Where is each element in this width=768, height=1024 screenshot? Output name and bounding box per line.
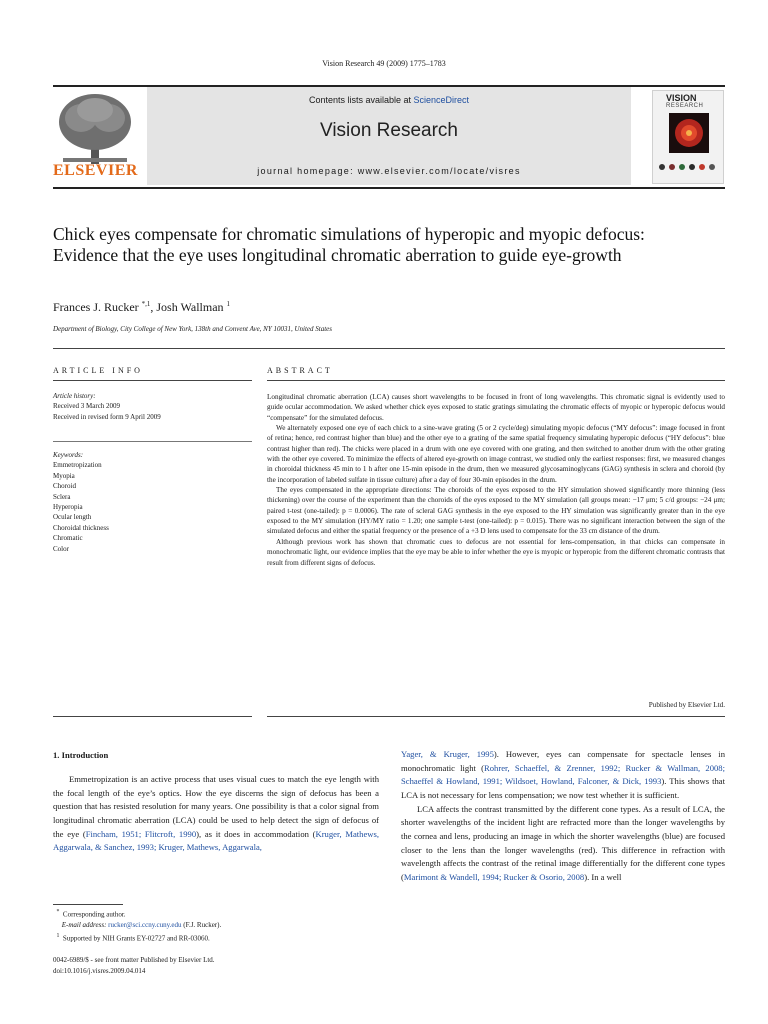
right-paragraph-2 bbox=[401, 803, 725, 885]
keyword-item: Color bbox=[53, 544, 69, 553]
intro-paragraph-1 bbox=[53, 773, 379, 855]
body-text: ). In a well bbox=[584, 871, 622, 882]
abstract-paragraph-2: We alternately exposed one eye of each chick to a sine-wave grating (5 or 2 cycle/deg) simulating myopic defocus (“MY defocus”: image focused in front of retina; hence, red contrast higher than blue) and the other eye to a grating of the same spatial frequency simulating hyperopic defocus (“HY defocus”: blue contrast higher than red). The chicks were placed in a drum with one eye covered with one grating, and then switched to another drum with the other grating with the other eye covered. To minimize the effects of altered eye-growth on image contrast, we studied only the earliest responses: first, we measured changes in choroidal thickness 45 min to 1 h after one 15-min episode in the drum, then we measured glycosaminoglycans (GAG) synthesis in sclera and choroid (by the incorporation of labeled sulfate in tissue culture) after a day of four 30-min episodes in the drum. bbox=[267, 424, 725, 484]
intro-text: Emmetropization is an active process that uses visual cues to match the eye length with the focal length of the eye’s optics. How the eye discerns the sign of defocus has been a question that has resisted resolution for many years. One possibility is that a color signal from longitudinal chromatic aberration (LCA) could be used to help detect the sign of defocus of the eye ( bbox=[53, 774, 379, 839]
abstract-paragraph-3: The eyes compensated in the appropriate directions: The choroids of the eyes exposed to the HY simulation showed significantly more thinning (less thickening) over the course of the experiment than the choroids of the eyes exposed to the MY simulation (all groups mean: −17 μm; 5 c/d groups: −24 μm; paired t-test (one-tailed): p = 0.0006). The rate of scleral GAG synthesis in the eye exposed to the HY simulation was significantly greater than in the eye exposed to the MY simulation (HY/MY ratio = 1.20; one sample t-test (one-tailed): p = 0.015). There was no significant interaction between the sign of the simulated defocus and either the spatial frequency or the presence of a +3 D lens used to compensate for the 33 cm distance of the drum. bbox=[267, 486, 725, 536]
cover-image bbox=[669, 113, 709, 153]
article-info-divider bbox=[53, 441, 252, 442]
footnote-corresponding bbox=[53, 907, 379, 920]
footnote-funding bbox=[53, 931, 379, 944]
cover-thumbnails bbox=[654, 163, 722, 171]
elsevier-wordmark: ELSEVIER bbox=[53, 162, 138, 179]
abstract-bottom-rule bbox=[267, 716, 725, 717]
email-suffix: (F.J. Rucker). bbox=[181, 921, 222, 930]
revised-date: Received in revised form 9 April 2009 bbox=[53, 412, 161, 421]
email-link[interactable]: rucker@sci.ccny.cuny.edu bbox=[108, 921, 182, 930]
cover-subtitle: RESEARCH bbox=[666, 103, 704, 109]
body-text: LCA affects the contrast transmitted by the different cone types. As a result of LCA, the shorter wavelengths of the incident light are refracted more than the longer wavelengths by the cornea and lens, producing an image in which the shorter wavelengths (blue) are focused closer to the lens than the longer wavelengths (red). This difference in refraction with wavelength affects the contrast of the retinal image differentially for the different cone types ( bbox=[401, 803, 725, 882]
footnote-mark: 1 bbox=[56, 933, 60, 940]
body-left-column bbox=[53, 773, 379, 855]
cover-title: VISION bbox=[666, 93, 697, 103]
citation-link[interactable]: Yager, & Kruger, 1995 bbox=[401, 749, 494, 759]
doi-line[interactable]: doi:10.1016/j.visres.2009.04.014 bbox=[53, 967, 146, 975]
sciencedirect-link[interactable]: ScienceDirect bbox=[413, 95, 470, 105]
abstract-paragraph-4: Although previous work has shown that chromatic cues to defocus are not essential for lens-compensation, in that chicks can compensate in monochromatic light, our evidence implies that the eye may be able to infer whether the eye is myopic or hyperopic from the different chromatic contrasts that result from different signs of defocus. bbox=[267, 537, 725, 567]
keyword-item: Ocular length bbox=[53, 513, 92, 522]
author-wallman: Josh Wallman bbox=[156, 300, 224, 314]
affiliation: Department of Biology, City College of New York, 138th and Convent Ave, NY 10031, United States bbox=[53, 325, 333, 333]
keyword-item: Chromatic bbox=[53, 534, 83, 543]
right-paragraph-1 bbox=[401, 748, 725, 803]
intro-text: ), as it does in accommodation ( bbox=[196, 828, 316, 839]
body-right-column bbox=[401, 748, 725, 885]
article-info-rule bbox=[53, 380, 252, 381]
masthead-rule bbox=[53, 187, 725, 189]
footnote-text: Supported by NIH Grants EY-02727 and RR-03060. bbox=[62, 934, 210, 943]
author2-marks: 1 bbox=[226, 300, 231, 308]
abstract-paragraph-1: Longitudinal chromatic aberration (LCA) causes short wavelengths to be focused in front of long wavelengths. This chromatic signal is evidently used to guide ocular accommodation. We asked whether chick eyes exposed to static gratings simulating the chromatic effects of myopic or hyperopic defocus would “compensate” for the simulated defocus. bbox=[267, 393, 725, 422]
publisher-note: Published by Elsevier Ltd. bbox=[648, 701, 725, 709]
section-heading-introduction: 1. Introduction bbox=[53, 750, 109, 760]
homepage-url[interactable]: www.elsevier.com/locate/visres bbox=[357, 166, 521, 176]
journal-homepage bbox=[147, 166, 631, 176]
journal-title: Vision Research bbox=[319, 120, 458, 141]
article-info-bottom-rule bbox=[53, 716, 252, 717]
keyword-item: Hyperopia bbox=[53, 503, 83, 512]
email-label: E-mail address: bbox=[61, 921, 109, 930]
abstract-rule bbox=[267, 380, 725, 381]
journal-reference: Vision Research 49 (2009) 1775–1783 bbox=[322, 59, 446, 68]
footnote-email bbox=[53, 920, 379, 931]
citation-link[interactable]: Kruger, Mathews, Aggarwala, & Sanchez, 1993; Kruger, Mathews, Aggarwala, bbox=[53, 828, 379, 853]
history-label: Article history: bbox=[53, 392, 96, 400]
homepage-prefix: journal homepage: bbox=[257, 166, 358, 176]
article-history bbox=[53, 391, 252, 422]
issn-line: 0042-6989/$ - see front matter Published by Elsevier Ltd. bbox=[53, 956, 215, 964]
issn-block bbox=[53, 955, 379, 977]
paper-title: Chick eyes compensate for chromatic simulations of hyperopic and myopic defocus: Evidence that the eye uses longitudinal chromatic aberration to guide eye-growth bbox=[53, 224, 645, 265]
author-rucker: Frances J. Rucker bbox=[53, 300, 139, 314]
author-list bbox=[53, 300, 230, 315]
keyword-item: Choroidal thickness bbox=[53, 523, 109, 532]
contents-line bbox=[147, 95, 631, 105]
author1-marks: *,1 bbox=[141, 300, 151, 308]
title-rule bbox=[53, 348, 725, 349]
footnotes bbox=[53, 907, 379, 945]
received-date: Received 3 March 2009 bbox=[53, 402, 121, 411]
author-separator: , bbox=[150, 300, 157, 314]
body-text: ). This shows that LCA is not necessary for lens compensation; we now test whether it is sufficient. bbox=[401, 776, 725, 800]
keywords-label: Keywords: bbox=[53, 451, 84, 459]
contents-prefix: Contents lists available at bbox=[308, 95, 414, 105]
citation-link[interactable]: Fincham, 1951; Flitcroft, 1990 bbox=[85, 828, 197, 839]
keyword-item: Emmetropization bbox=[53, 461, 102, 470]
citation-link[interactable]: Rohrer, Schaeffel, & Zrenner, 1992; Rucker & Wallman, 2008; Schaeffel & Howland, 1991; Wildsoet, Howland, Falconer, & Dick, 1993 bbox=[401, 762, 725, 787]
footnote-text: Corresponding author. bbox=[62, 910, 126, 919]
keyword-item: Myopia bbox=[53, 471, 75, 480]
keywords-list bbox=[53, 450, 252, 554]
abstract-heading: ABSTRACT bbox=[267, 366, 333, 375]
abstract-body bbox=[267, 392, 725, 568]
citation-link[interactable]: Marimont & Wandell, 1994; Rucker & Osorio, 2008 bbox=[403, 871, 585, 882]
footnote-mark: * bbox=[56, 909, 60, 915]
keyword-item: Choroid bbox=[53, 482, 76, 491]
footnote-rule bbox=[53, 904, 123, 905]
article-info-heading: ARTICLE INFO bbox=[53, 366, 143, 375]
keyword-item: Sclera bbox=[53, 492, 71, 501]
body-text: ). However, eyes can compensate for spectacle lenses in monochromatic light ( bbox=[401, 749, 725, 773]
